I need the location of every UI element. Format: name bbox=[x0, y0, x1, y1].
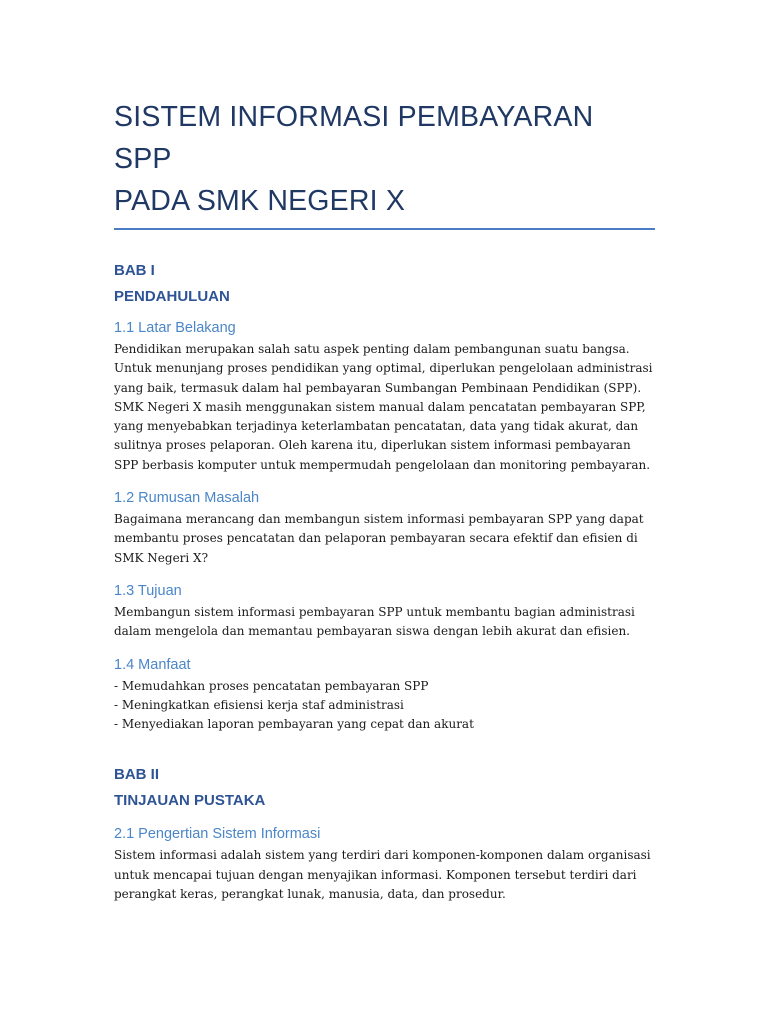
section-body: Membangun sistem informasi pembayaran SPP untuk membantu bagian administrasi dalam mengelola dan memantau pembayaran siswa dengan lebih akurat dan efisien. bbox=[114, 604, 635, 639]
title-line-2: PADA SMK NEGERI X bbox=[114, 185, 406, 217]
chapter-number: BAB I bbox=[114, 262, 155, 279]
document-title bbox=[114, 96, 655, 222]
list-item: - Meningkatkan efisiensi kerja staf administrasi bbox=[114, 697, 404, 712]
list-item: - Memudahkan proses pencatatan pembayaran SPP bbox=[114, 678, 429, 693]
section-1-3 bbox=[114, 581, 655, 642]
section-body: Bagaimana merancang dan membangun sistem informasi pembayaran SPP yang dapat membantu proses pencatatan dan pelaporan pembayaran secara efektif dan efisien di SMK Negeri X? bbox=[114, 512, 644, 565]
chapter-1-heading bbox=[114, 258, 655, 310]
chapter-title: TINJAUAN PUSTAKA bbox=[114, 792, 266, 810]
section-heading: 1.4 Manfaat bbox=[114, 656, 191, 673]
section-body: Sistem informasi adalah sistem yang terdiri dari komponen-komponen dalam organisasi untuk mencapai tujuan dengan menyajikan informasi. Komponen tersebut terdiri dari perangkat keras, perangkat lunak, manusia, data, dan prosedur. bbox=[114, 848, 651, 902]
chapter-number: BAB II bbox=[114, 766, 159, 784]
section-heading: 1.1 Latar Belakang bbox=[114, 320, 236, 336]
section-heading: 1.2 Rumusan Masalah bbox=[114, 490, 260, 507]
section-1-1 bbox=[114, 318, 655, 475]
chapter-title: PENDAHULUAN bbox=[114, 288, 230, 305]
section-body: Pendidikan merupakan salah satu aspek penting dalam pembangunan suatu bangsa. Untuk menunjang proses pendidikan yang optimal, diperlukan pengelolaan administrasi yang baik, termasuk dalam hal pembayaran Sumbangan Pembinaan Pendidikan (SPP). SMK Negeri X masih menggunakan sistem manual dalam pencatatan pembayaran SPP, yang menyebabkan terjadinya keterlambatan pencatatan, data yang tidak akurat, dan sulitnya proses pelaporan. Oleh karena itu, diperlukan sistem informasi pembayaran SPP berbasis komputer untuk mempermudah pengelolaan dan monitoring pembayaran. bbox=[114, 342, 653, 472]
title-line-1: SISTEM INFORMASI PEMBAYARAN SPP bbox=[114, 101, 594, 175]
title-underline bbox=[114, 228, 655, 230]
document-page bbox=[114, 96, 655, 904]
section-2-1 bbox=[114, 824, 655, 904]
chapter-2-heading bbox=[114, 762, 655, 814]
list-item: - Menyediakan laporan pembayaran yang cepat dan akurat bbox=[114, 717, 474, 732]
section-1-2 bbox=[114, 488, 655, 568]
section-1-4 bbox=[114, 655, 655, 735]
section-heading: 1.3 Tujuan bbox=[114, 582, 182, 599]
section-heading: 2.1 Pengertian Sistem Informasi bbox=[114, 826, 321, 843]
